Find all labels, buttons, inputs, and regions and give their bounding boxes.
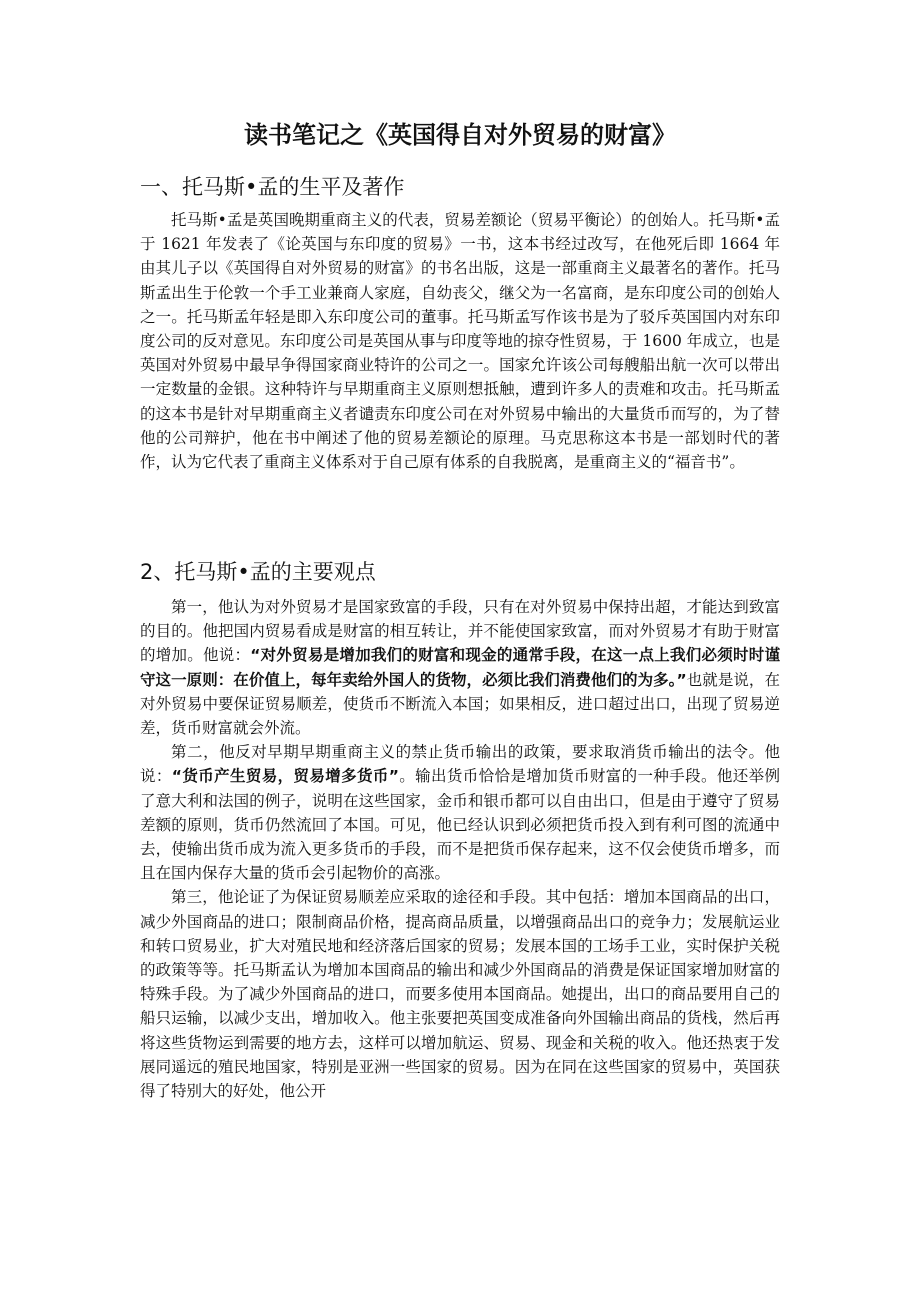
section-1-body xyxy=(140,208,780,474)
section-2-body xyxy=(140,595,780,1103)
section-2-paragraph-2 xyxy=(140,740,780,885)
section-1-paragraph: 托马斯•孟是英国晚期重商主义的代表，贸易差额论（贸易平衡论）的创始人。托马斯•孟于 1621 年发表了《论英国与东印度的贸易》一书，这本书经过改写，在他死后即 1664 年由其儿子以《英国得自对外贸易的财富》的书名出版，这是一部重商主义最著名的著作。托马斯孟出生于伦敦一个手工业兼商人家庭，自幼丧父，继父为一名富商，是东印度公司的创始人之一。托马斯孟年轻是即入东印度公司的董事。托马斯孟写作该书是为了驳斥英国国内对东印度公司的反对意见。东印度公司是英国从事与印度等地的掠夺性贸易，于 1600 年成立，也是英国对外贸易中最早争得国家商业特许的公司之一。国家允许该公司每艘船出航一次可以带出一定数量的金银。这种特许与早期重商主义原则想抵触，遭到许多人的责难和攻击。托马斯孟的这本书是针对早期重商主义者谴责东印度公司在对外贸易中输出的大量货币而写的，为了替他的公司辩护，他在书中阐述了他的贸易差额论的原理。马克思称这本书是一部划时代的著作，认为它代表了重商主义体系对于自己原有体系的自我脱离，是重商主义的“福音书”。 xyxy=(140,211,780,472)
section-1-heading: 一、托马斯•孟的生平及著作 xyxy=(140,175,405,199)
paragraph-1-quote: “对外贸易是增加我们的财富和现金的通常手段，在这一点上我们必须时时谨守这一原则：在价值上，每年卖给外国人的货物，必须比我们消费他们的为多。” xyxy=(140,646,780,689)
paragraph-2-quote: “货币产生贸易，贸易增多货币” xyxy=(171,767,399,786)
paragraph-2-intro: 第二，他反对早期早期重商主义的禁止货币输出的政策，要求取消货币输出的法令。他说： xyxy=(140,743,780,786)
paragraph-1-intro: 第一，他认为对外贸易才是国家致富的手段，只有在对外贸易中保持出超，才能达到致富的目的。他把国内贸易看成是财富的相互转让，并不能使国家致富，而对外贸易才有助于财富的增加。他说： xyxy=(140,598,780,665)
section-2-paragraph-1 xyxy=(140,595,780,740)
document-title: 读书笔记之《英国得自对外贸易的财富》 xyxy=(244,121,676,149)
section-2-paragraph-3: 第三，他论证了为保证贸易顺差应采取的途径和手段。其中包括：增加本国商品的出口，减少外国商品的进口；限制商品价格，提高商品质量，以增强商品出口的竞争力；发展航运业和转口贸易业，扩大对殖民地和经济落后国家的贸易；发展本国的工场手工业，实时保护关税的政策等等。托马斯孟认为增加本国商品的输出和减少外国商品的消费是保证国家增加财富的特殊手段。为了减少外国商品的进口，而要多使用本国商品。她提出，出口的商品要用自己的船只运输，以减少支出，增加收入。他主张要把英国变成准备向外国输出商品的货栈，然后再将这些货物运到需要的地方去，这样可以增加航运、贸易、现金和关税的收入。他还热衷于发展同遥远的殖民地国家，特别是亚洲一些国家的贸易。因为在同在这些国家的贸易中，英国获得了特别大的好处，他公开 xyxy=(140,888,780,1101)
paragraph-2-rest: 。输出货币恰恰是增加货币财富的一种手段。他还举例了意大利和法国的例子，说明在这些国家，金币和银币都可以自由出口，但是由于遵守了贸易差额的原则，货币仍然流回了本国。可见，他已经认识到必须把货币投入到有利可图的流通中去，使输出货币成为流入更多货币的手段，而不是把货币保存起来，这不仅会使货币增多，而且在国内保存大量的货币会引起物价的高涨。 xyxy=(140,767,780,883)
section-2-heading: 2、托马斯•孟的主要观点 xyxy=(140,560,376,584)
paragraph-1-rest: 也就是说，在对外贸易中要保证贸易顺差，使货币不断流入本国；如果相反，进口超过出口，出现了贸易逆差，货币财富就会外流。 xyxy=(140,670,780,738)
